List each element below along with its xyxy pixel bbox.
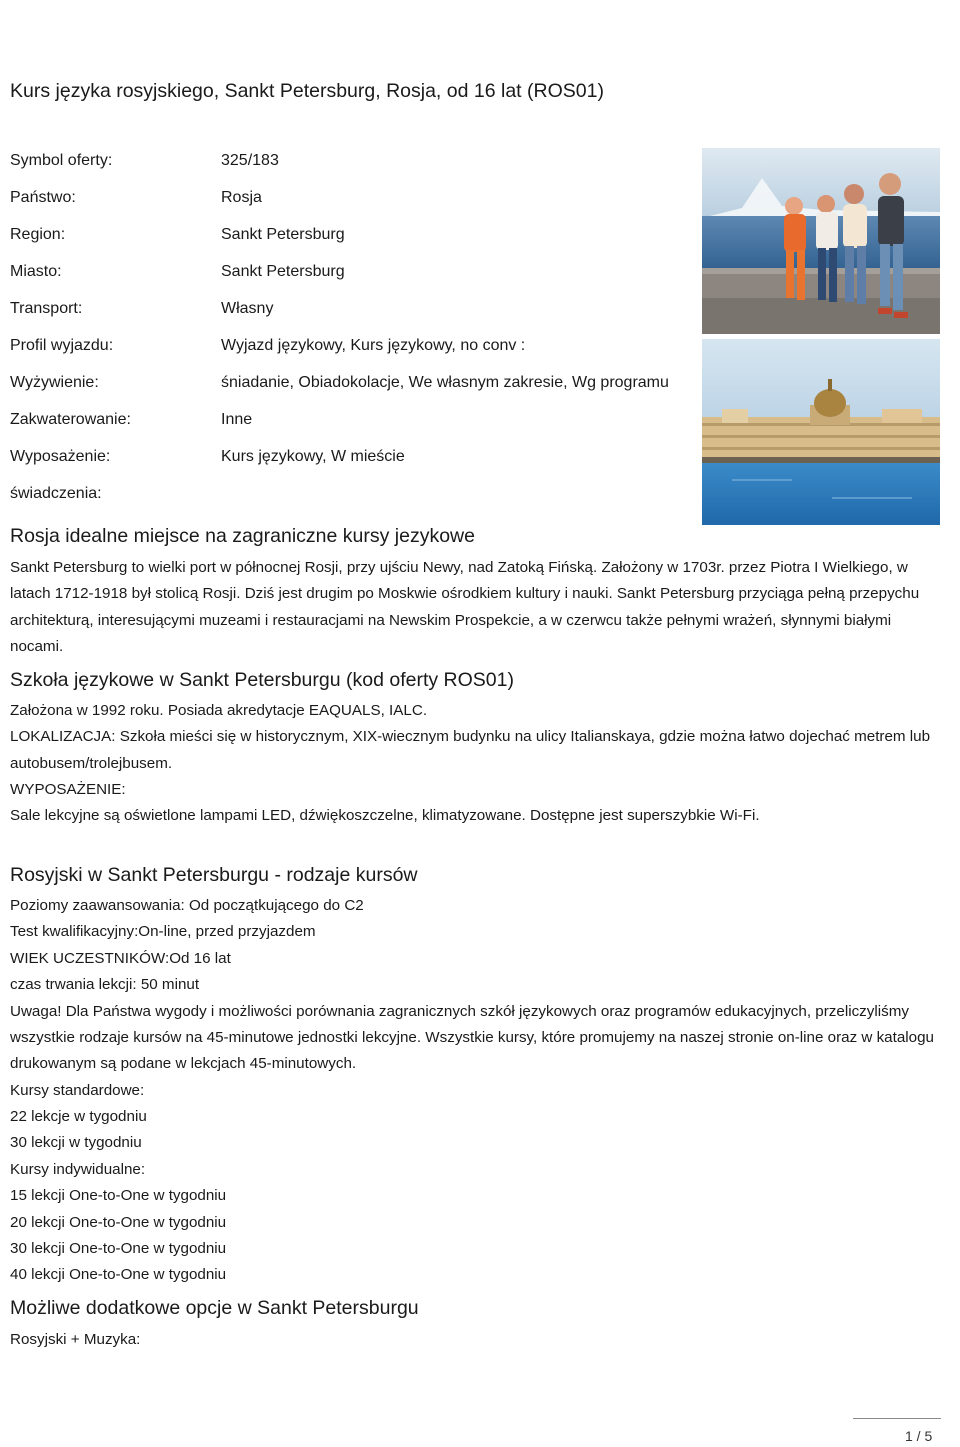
detail-row-meals [10, 370, 700, 407]
detail-label: Wyposażenie: [10, 448, 111, 465]
detail-label: Zakwaterowanie: [10, 411, 131, 428]
standard-courses-label: Kursy standardowe: [10, 1081, 145, 1099]
section-heading-courses: Rosyjski w Sankt Petersburgu - rodzaje kursów [10, 864, 418, 886]
russia-description: Sankt Petersburg to wielki port w północnej Rosji, przy ujściu Newy, nad Zatoką Fińską. Założony w 1703r. przez Piotra I Wielkiego, w latach 1712-1918 był stolicą Rosji. Dziś jest drugim po Moskwie ośrodkiem kultury i nauki. Sankt Petersburg przyciąga pełną przepychu architekturą, interesującymi muzeami i restauracjami na Newskim Prospekcie, a w czerwcu także pełnymi wrażeń, słynnymi białymi nocami. [10, 559, 920, 655]
detail-label: Wyżywienie: [10, 374, 99, 391]
course-note: Uwaga! Dla Państwa wygody i możliwości porównania zagranicznych szkół językowych oraz programów edukacyjnych, przeliczyliśmy wszystkie rodzaje kursów na 45-minutowe jednostki lekcyjne. Wszystkie kursy, które promujemy na naszej stronie on-line oraz w katalogu drukowanym są podane w lekcjach 45-minutowych. [10, 1002, 935, 1073]
detail-value: Inne [221, 411, 253, 428]
detail-value: śniadanie, Obiadokolacje, We własnym zakresie, Wg programu [221, 374, 669, 391]
detail-row-accommodation [10, 407, 700, 444]
list-item: 22 lekcje w tygodniu [10, 1107, 147, 1125]
list-item: 40 lekcji One-to-One w tygodniu [10, 1266, 227, 1284]
section-options [10, 1294, 945, 1353]
section-heading-school: Szkoła językowe w Sankt Petersburgu (kod oferty ROS01) [10, 669, 514, 691]
detail-value: Rosja [221, 189, 262, 206]
section-heading-russia: Rosja idealne miejsce na zagraniczne kursy jezykowe [10, 525, 475, 547]
course-test: Test kwalifikacyjny:On-line, przed przyjazdem [10, 923, 316, 941]
course-duration: czas trwania lekcji: 50 minut [10, 976, 200, 994]
detail-label: Region: [10, 226, 66, 243]
footer-divider [853, 1418, 941, 1419]
detail-value: Sankt Petersburg [221, 263, 345, 280]
list-item: 20 lekcji One-to-One w tygodniu [10, 1213, 227, 1231]
individual-courses-label: Kursy indywidualne: [10, 1160, 146, 1178]
detail-label: Państwo: [10, 189, 76, 206]
detail-row-transport [10, 296, 700, 333]
section-russia [10, 522, 945, 660]
list-item: 30 lekcji One-to-One w tygodniu [10, 1239, 227, 1257]
option-item: Rosyjski + Muzyka: [10, 1331, 141, 1348]
page-title: Kurs języka rosyjskiego, Sankt Petersburg, Rosja, od 16 lat (ROS01) [10, 80, 604, 102]
detail-value: Sankt Petersburg [221, 226, 345, 243]
course-age: WIEK UCZESTNIKÓW:Od 16 lat [10, 949, 231, 967]
list-item: 15 lekcji One-to-One w tygodniu [10, 1187, 227, 1205]
course-levels: Poziomy zaawansowania: Od początkującego do C2 [10, 897, 364, 914]
detail-row-country [10, 185, 700, 222]
students-photo [702, 148, 940, 334]
detail-value: Własny [221, 300, 274, 317]
section-courses [10, 861, 945, 1289]
detail-value: 325/183 [221, 152, 279, 169]
detail-row-services [10, 481, 700, 518]
school-location: LOKALIZACJA: Szkoła mieści się w historycznym, XIX-wiecznym budynku na ulicy Italianskaya, gdzie można łatwo dojechać metrem lub autobusem/trolejbusem. [10, 728, 931, 772]
school-equipment: Sale lekcyjne są oświetlone lampami LED, dźwiękoszczelne, klimatyzowane. Dostępne jest superszybkie Wi-Fi. [10, 807, 760, 825]
detail-label: Transport: [10, 300, 83, 317]
detail-row-equipment [10, 444, 700, 481]
detail-value: Wyjazd językowy, Kurs językowy, no conv : [221, 337, 526, 354]
detail-label: Profil wyjazdu: [10, 337, 114, 354]
detail-row-region [10, 222, 700, 259]
offer-details [10, 148, 700, 518]
detail-label: świadczenia: [10, 485, 102, 502]
detail-row-profile [10, 333, 700, 370]
detail-label: Miasto: [10, 263, 62, 280]
detail-label: Symbol oferty: [10, 152, 113, 169]
school-founded: Założona w 1992 roku. Posiada akredytacje EAQUALS, IALC. [10, 702, 428, 719]
detail-value: Kurs językowy, W mieście [221, 448, 405, 465]
page-number: 1 / 5 [905, 1428, 933, 1444]
section-school [10, 666, 945, 830]
list-item: 30 lekcji w tygodniu [10, 1134, 142, 1152]
section-heading-options: Możliwe dodatkowe opcje w Sankt Petersburgu [10, 1297, 419, 1319]
city-panorama-photo [702, 339, 940, 525]
school-equipment-label: WYPOSAŻENIE: [10, 781, 126, 798]
detail-row-city [10, 259, 700, 296]
detail-row-symbol [10, 148, 700, 185]
